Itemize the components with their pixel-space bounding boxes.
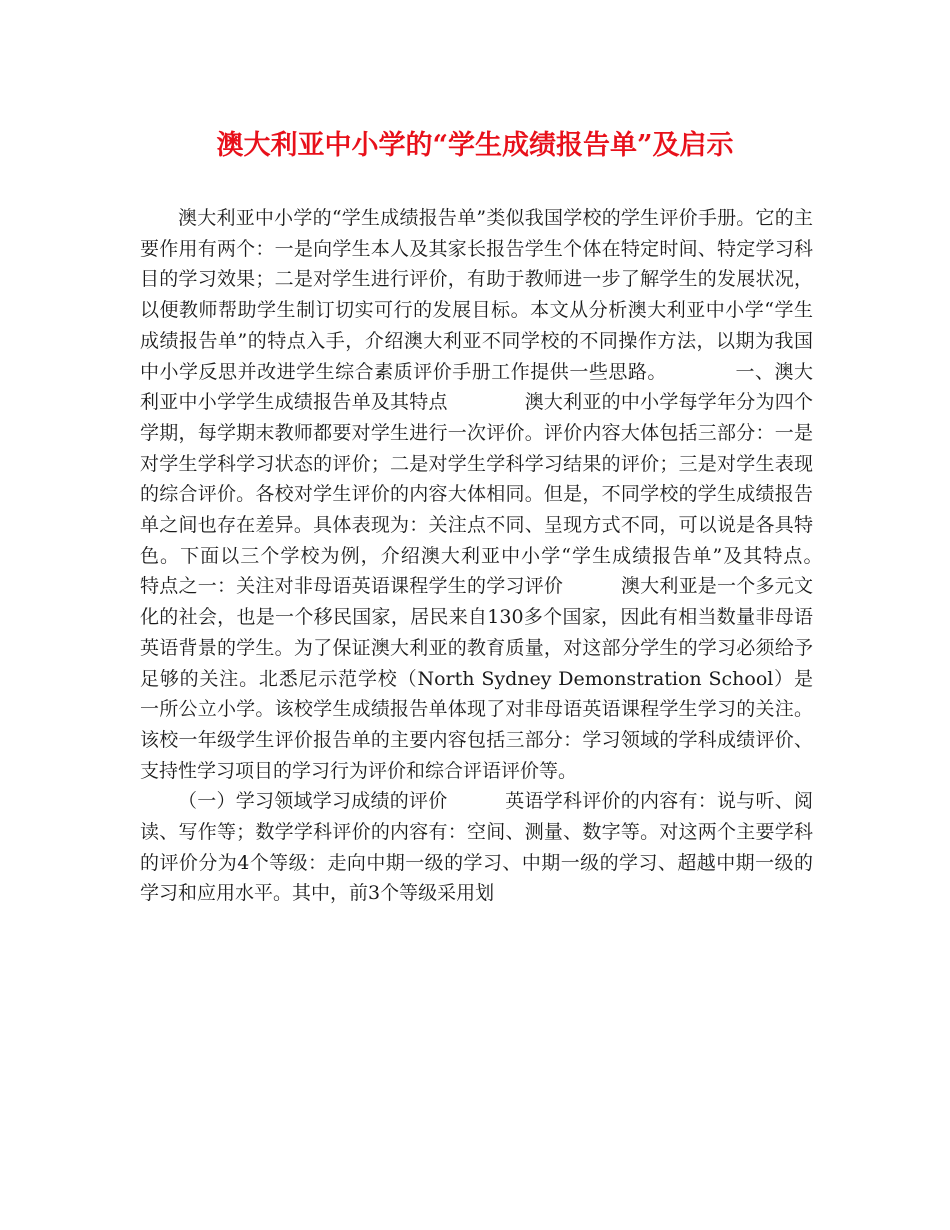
document-title: 澳大利亚中小学的“学生成绩报告单”及启示	[216, 130, 734, 161]
document-body	[140, 203, 871, 909]
paragraph-1: 澳大利亚中小学的“学生成绩报告单”类似我国学校的学生评价手册。它的主要作用有两个：一是向学生本人及其家长报告学生个体在特定时间、特定学习科目的学习效果；二是对学生进行评价，有助于教师进一步了解学生的发展状况，以便教师帮助学生制订切实可行的发展目标。本文从分析澳大利亚中小学“学生成绩报告单”的特点入手，介绍澳大利亚不同学校的不同操作方法，以期为我国中小学反思并改进学生综合素质评价手册工作提供一些思路。 一、澳大利亚中小学学生成绩报告单及其特点 澳大利亚的中小学每学年分为四个学期，每学期末教师都要对学生进行一次评价。评价内容大体包括三部分：一是对学生学科学习状态的评价；二是对学生学科学习结果的评价；三是对学生表现的综合评价。各校对学生评价的内容大体相同。但是，不同学校的学生成绩报告单之间也存在差异。具体表现为：关注点不同、呈现方式不同，可以说是各具特色。下面以三个学校为例，介绍澳大利亚中小学“学生成绩报告单”及其特点。 特点之一：关注对非母语英语课程学生的学习评价 澳大利亚是一个多元文化的社会，也是一个移民国家，居民来自130多个国家，因此有相当数量非母语英语背景的学生。为了保证澳大利亚的教育质量，对这部分学生的学习必须给予足够的关注。北悉尼示范学校（North Sydney Demonstration School）是一所公立小学。该校学生成绩报告单体现了对非母语英语课程学生学习的关注。该校一年级学生评价报告单的主要内容包括三部分：学习领域的学科成绩评价、支持性学习项目的学习行为评价和综合评语评价等。	[140, 207, 871, 782]
paragraph-2: （一）学习领域学习成绩的评价 英语学科评价的内容有：说与听、阅读、写作等；数学学科评价的内容有：空间、测量、数字等。对这两个主要学科的评价分为4个等级：走向中期一级的学习、中期一级的学习、超越中期一级的学习和应用水平。其中，前3个等级采用划	[140, 790, 813, 905]
